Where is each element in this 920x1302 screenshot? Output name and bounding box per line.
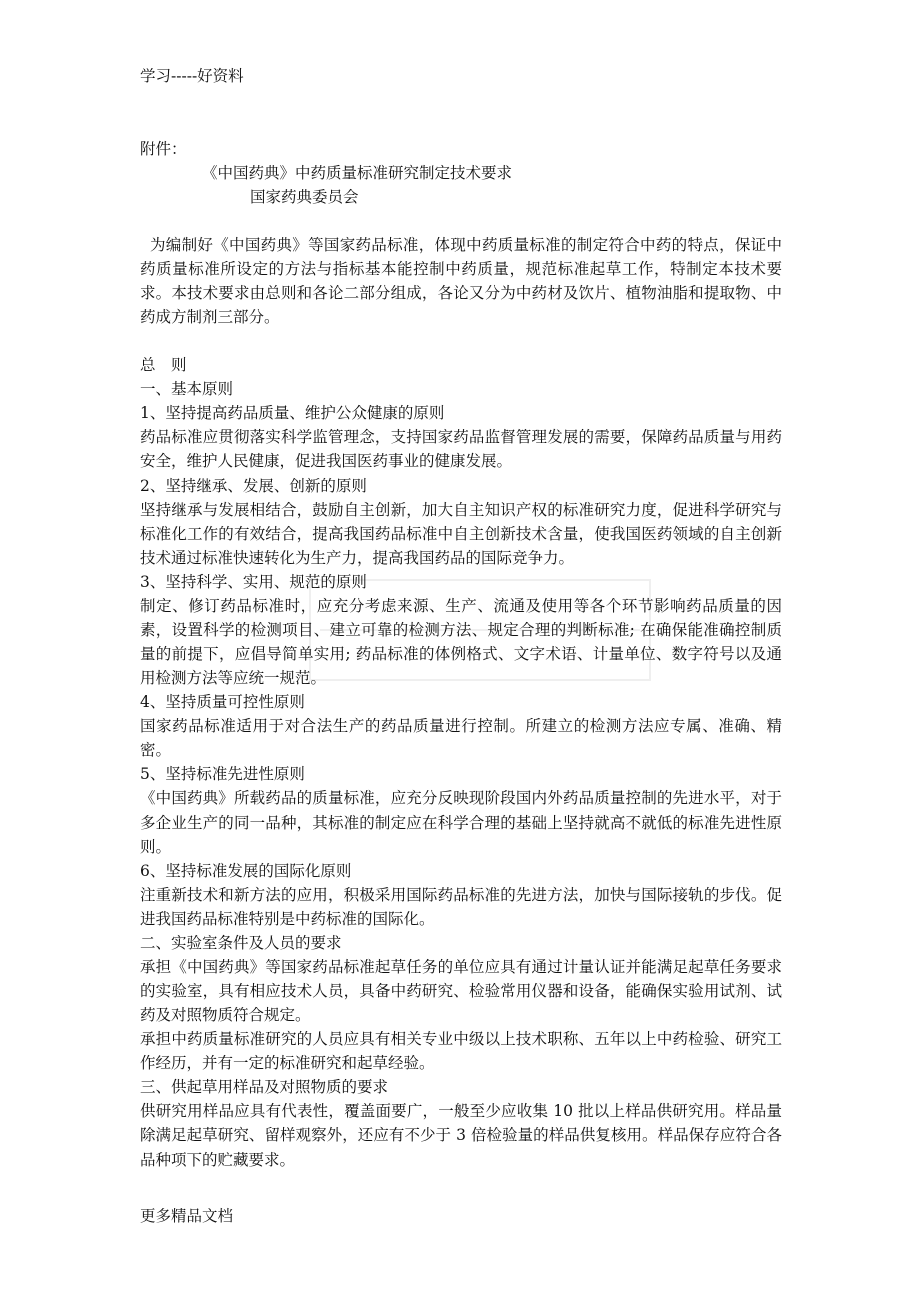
principle-heading-4: 4、坚持质量可控性原则 [140, 693, 305, 712]
principle-heading-1: 1、坚持提高药品质量、维护公众健康的原则 [140, 404, 445, 423]
principle-heading-2: 2、坚持继承、发展、创新的原则 [140, 476, 367, 495]
lab-requirement-text: 承担《中国药典》等国家药品标准起草任务的单位应具有通过计量认证并能满足起草任务要求的实验室，具有相应技术人员，具备中药研究、检验常用仪器和设备，能确保实验用试剂、试药及对照物质符合规定。 [140, 957, 782, 1025]
principle-text-4: 国家药品标准适用于对合法生产的药品质量进行控制。所建立的检测方法应专属、准确、精密。 [140, 717, 782, 760]
intro-paragraph: 为编制好《中国药典》等国家药品标准，体现中药质量标准的制定符合中药的特点，保证中药质量标准所设定的方法与指标基本能控制中药质量，规范标准起草工作，特制定本技术要求。本技术要求由总则和各论二部分组成，各论又分为中药材及饮片、植物油脂和提取物、中药成方制剂三部分。 [140, 236, 782, 327]
principle-heading-6: 6、坚持标准发展的国际化原则 [140, 861, 352, 880]
issuing-organization: 国家药典委员会 [250, 188, 359, 206]
section-general: 总 则 [140, 356, 187, 375]
spacer [140, 209, 782, 233]
staff-requirement-text: 承担中药质量标准研究的人员应具有相关专业中级以上技术职称、五年以上中药检验、研究工作经历，并有一定的标准研究和起草经验。 [140, 1030, 782, 1073]
spacer [140, 329, 782, 353]
principle-text-3: 制定、修订药品标准时，应充分考虑来源、生产、流通及使用等各个环节影响药品质量的因素，设置科学的检测项目、建立可靠的检测方法、规定合理的判断标准; 在确保能准确控制质量的前提下，应倡导简单实用; 药品标准的体例格式、文字术语、计量单位、数字符号以及通用检测方法等应统一规范。 [140, 596, 782, 688]
principle-text-6: 注重新技术和新方法的应用，积极采用国际药品标准的先进方法，加快与国际接轨的步伐。促进我国药品标准特别是中药标准的国际化。 [140, 885, 782, 928]
principle-text-1: 药品标准应贯彻落实科学监管理念，支持国家药品监督管理发展的需要，保障药品质量与用药安全，维护人民健康，促进我国医药事业的健康发展。 [140, 428, 782, 471]
section-heading-3: 三、供起草用样品及对照物质的要求 [140, 1078, 389, 1097]
principle-heading-3: 3、坚持科学、实用、规范的原则 [140, 572, 367, 591]
principle-heading-5: 5、坚持标准先进性原则 [140, 765, 305, 784]
document-body [140, 137, 782, 1172]
sample-requirement-text: 供研究用样品应具有代表性，覆盖面要广，一般至少应收集 10 批以上样品供研究用。样品量除满足起草研究、留样观察外，还应有不少于 3 倍检验量的样品供复核用。样品保存应符合各品种项下的贮藏要求。 [140, 1102, 782, 1169]
attachment-label: 附件： [140, 140, 187, 158]
principle-text-2: 坚持继承与发展相结合，鼓励自主创新，加大自主知识产权的标准研究力度，促进科学研究与标准化工作的有效结合，提高我国药品标准中自主创新技术含量，使我国医药领域的自主创新技术通过标准快速转化为生产力，提高我国药品的国际竞争力。 [140, 500, 782, 567]
section-heading-1: 一、基本原则 [140, 380, 234, 399]
page-footer: 更多精品文档 [140, 1207, 234, 1225]
section-heading-2: 二、实验室条件及人员的要求 [140, 933, 342, 952]
page-header: 学习-----好资料 [140, 67, 244, 85]
principle-text-5: 《中国药典》所载药品的质量标准，应充分反映现阶段国内外药品质量控制的先进水平，对于多企业生产的同一品种，其标准的制定应在科学合理的基础上坚持就高不就低的标准先进性原则。 [140, 789, 782, 856]
document-title: 《中国药典》中药质量标准研究制定技术要求 [202, 164, 513, 182]
